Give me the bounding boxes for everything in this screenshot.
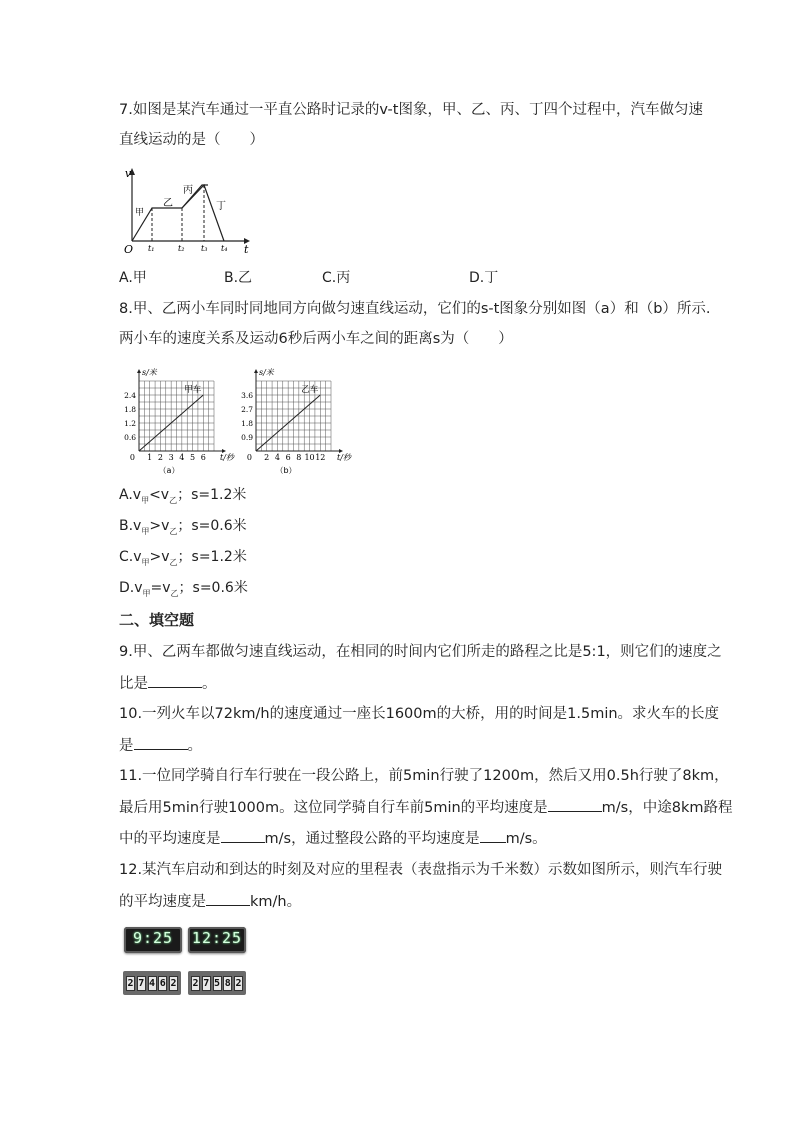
q11-line3 bbox=[119, 828, 547, 849]
q8-option-d-sub1: 甲 bbox=[142, 588, 151, 598]
q8-chart-a bbox=[117, 365, 235, 477]
end-odometer bbox=[188, 971, 246, 995]
chart-caption: （a） bbox=[158, 466, 180, 475]
q8-option-b-pre: B.v bbox=[119, 518, 142, 534]
q8-option-c-post: ；s=1.2米 bbox=[177, 549, 247, 565]
y-tick-label: 1.8 bbox=[241, 419, 253, 428]
start-odometer-digit: 7 bbox=[138, 977, 145, 989]
y-axis-arrow bbox=[254, 369, 258, 373]
q8-option-a-post: ；s=1.2米 bbox=[177, 487, 247, 503]
chart-caption: （b） bbox=[275, 466, 297, 475]
q7-segment-jia: 甲 bbox=[135, 208, 145, 218]
q12-line2-post: km/h。 bbox=[250, 894, 302, 910]
q11-line2-pre: 最后用5min行驶1000m。这位同学骑自行车前5min的平均速度是 bbox=[119, 800, 548, 816]
q11-answer-blank-3[interactable] bbox=[480, 828, 506, 843]
x-tick-label: 3 bbox=[168, 453, 174, 462]
q7-option-a[interactable]: A.甲 bbox=[119, 270, 147, 286]
x-tick-label: 5 bbox=[190, 453, 196, 462]
q12-line2-pre: 的平均速度是 bbox=[119, 894, 206, 910]
q7-tick-t2: t₂ bbox=[178, 244, 185, 253]
origin-label: 0 bbox=[246, 453, 252, 462]
x-tick-label: 6 bbox=[285, 453, 291, 462]
q8-chart-b bbox=[234, 365, 366, 477]
q8-option-c-pre: C.v bbox=[119, 549, 142, 565]
q7-option-b[interactable]: B.乙 bbox=[224, 270, 253, 286]
q12-line1: 12.某汽车启动和到达的时刻及对应的里程表（表盘指示为千米数）示数如图所示，则汽车行驶 bbox=[119, 862, 723, 878]
end-odometer-digit: 8 bbox=[224, 977, 231, 989]
x-tick-label: 4 bbox=[274, 453, 280, 462]
q8-option-d-sub2: 乙 bbox=[170, 588, 179, 598]
q8-option-a[interactable] bbox=[119, 485, 246, 511]
q7-tick-t3: t₃ bbox=[201, 244, 208, 253]
start-odometer-digit: 6 bbox=[159, 977, 166, 989]
q10-line2-post: 。 bbox=[187, 738, 202, 754]
start-odometer-digit: 2 bbox=[170, 977, 177, 989]
q7-segment-bing: 丙 bbox=[183, 185, 193, 196]
q8-option-c-rel: >v bbox=[149, 549, 170, 565]
q8-text-line2: 两小车的速度关系及运动6秒后两小车之间的距离s为（ ） bbox=[119, 331, 513, 347]
y-tick-label: 3.6 bbox=[241, 391, 253, 400]
q7-origin-label: O bbox=[124, 243, 134, 253]
q7-vt-graph bbox=[116, 163, 251, 253]
q7-segment-ding: 丁 bbox=[216, 201, 226, 212]
q7-text-line1: 7.如图是某汽车通过一平直公路时记录的v-t图象，甲、乙、丙、丁四个过程中，汽车做匀速 bbox=[119, 102, 703, 118]
end-clock-display bbox=[188, 927, 246, 953]
q7-option-d[interactable]: D.丁 bbox=[469, 270, 499, 286]
q8-option-b-sub2: 乙 bbox=[169, 526, 178, 536]
q9-line2 bbox=[119, 673, 217, 694]
q7-y-label: v bbox=[124, 167, 132, 180]
q8-option-d-post: ；s=0.6米 bbox=[178, 580, 248, 596]
q8-option-b[interactable] bbox=[119, 516, 247, 542]
x-tick-label: 2 bbox=[157, 453, 163, 462]
q9-line2-pre: 比是 bbox=[119, 676, 148, 692]
q11-line1: 11.一位同学骑自行车行驶在一段公路上，前5min行驶了1200m，然后又用0.5h行驶了8km， bbox=[119, 768, 729, 784]
y-tick-label: 1.8 bbox=[124, 405, 136, 414]
q8-option-c-sub1: 甲 bbox=[141, 557, 150, 567]
q7-x-label: t bbox=[244, 243, 249, 253]
q7-tick-t1: t₁ bbox=[148, 244, 155, 253]
end-clock-time: 12:25 bbox=[191, 929, 243, 947]
q10-line2 bbox=[119, 735, 202, 756]
start-odometer-digit: 4 bbox=[148, 977, 156, 989]
q8-option-b-post: ；s=0.6米 bbox=[177, 518, 247, 534]
q11-line2-unit: m/s，中途8km路程 bbox=[601, 800, 733, 816]
q8-option-d-rel: =v bbox=[150, 580, 171, 596]
origin-label: 0 bbox=[129, 453, 135, 462]
y-tick-label: 2.4 bbox=[124, 391, 136, 400]
q7-segment-yi: 乙 bbox=[163, 198, 173, 209]
q8-option-d[interactable] bbox=[119, 578, 248, 604]
q10-line1: 10.一列火车以72km/h的速度通过一座长1600m的大桥，用的时间是1.5min。求火车的长度 bbox=[119, 706, 720, 722]
q8-option-a-pre: A.v bbox=[119, 487, 142, 503]
q8-text-line1: 8.甲、乙两小车同时同地同方向做匀速直线运动，它们的s-t图象分别如图（a）和（b）所示. bbox=[119, 301, 711, 317]
q11-line3-pre: 中的平均速度是 bbox=[119, 831, 221, 847]
x-axis-label: t/秒 bbox=[337, 453, 351, 462]
x-axis-label: t/秒 bbox=[220, 453, 234, 462]
section-heading: 二、填空题 bbox=[119, 611, 195, 629]
q8-option-a-sub1: 甲 bbox=[141, 495, 150, 505]
x-tick-label: 4 bbox=[179, 453, 185, 462]
q10-answer-blank[interactable] bbox=[134, 735, 188, 750]
chart-title: 乙车 bbox=[301, 385, 319, 395]
q12-line2 bbox=[119, 891, 301, 912]
x-tick-label: 10 bbox=[304, 453, 315, 462]
y-axis-label: s/米 bbox=[142, 368, 157, 377]
q8-option-d-pre: D.v bbox=[119, 580, 143, 596]
x-tick-label: 2 bbox=[264, 453, 270, 462]
q8-option-c-sub2: 乙 bbox=[169, 557, 178, 567]
x-tick-label: 6 bbox=[200, 453, 206, 462]
start-odometer bbox=[123, 971, 181, 995]
q9-line1: 9.甲、乙两车都做匀速直线运动，在相同的时间内它们所走的路程之比是5:1，则它们的速度之 bbox=[119, 644, 722, 660]
start-odometer-digit: 2 bbox=[127, 977, 134, 989]
q8-option-b-rel: >v bbox=[149, 518, 170, 534]
q9-line2-post: 。 bbox=[202, 676, 217, 692]
y-tick-label: 2.7 bbox=[241, 405, 253, 414]
y-axis-label: s/米 bbox=[259, 368, 274, 377]
y-tick-label: 0.9 bbox=[241, 433, 253, 442]
end-odometer-digit: 7 bbox=[203, 977, 210, 989]
start-clock-time: 9:25 bbox=[132, 929, 174, 947]
x-tick-label: 1 bbox=[147, 453, 153, 462]
q7-option-c[interactable]: C.丙 bbox=[322, 270, 351, 286]
q8-option-a-rel: <v bbox=[149, 487, 170, 503]
q8-option-a-sub2: 乙 bbox=[169, 495, 178, 505]
q11-line2 bbox=[119, 797, 732, 818]
q11-answer-blank-2[interactable] bbox=[221, 828, 265, 843]
q10-line2-pre: 是 bbox=[119, 738, 134, 754]
end-odometer-digit: 2 bbox=[192, 977, 199, 989]
chart-title: 甲车 bbox=[184, 385, 202, 395]
q7-text-line2: 直线运动的是（ ） bbox=[119, 132, 264, 148]
q7-tick-t4: t₄ bbox=[221, 244, 228, 253]
start-clock-display bbox=[124, 927, 182, 953]
end-odometer-digit: 5 bbox=[213, 977, 221, 989]
q11-line3-mid: m/s，通过整段公路的平均速度是 bbox=[264, 831, 480, 847]
x-tick-label: 12 bbox=[315, 453, 326, 462]
q9-answer-blank[interactable] bbox=[148, 673, 202, 688]
end-odometer-digit: 2 bbox=[235, 977, 242, 989]
q8-option-c[interactable] bbox=[119, 547, 247, 573]
y-tick-label: 0.6 bbox=[124, 433, 136, 442]
y-tick-label: 1.2 bbox=[124, 419, 136, 428]
x-tick-label: 8 bbox=[296, 453, 302, 462]
q11-line3-post: m/s。 bbox=[505, 831, 547, 847]
q8-option-b-sub1: 甲 bbox=[141, 526, 150, 536]
q12-answer-blank[interactable] bbox=[206, 891, 250, 906]
y-axis-arrow bbox=[137, 369, 141, 373]
q11-answer-blank-1[interactable] bbox=[548, 797, 602, 812]
